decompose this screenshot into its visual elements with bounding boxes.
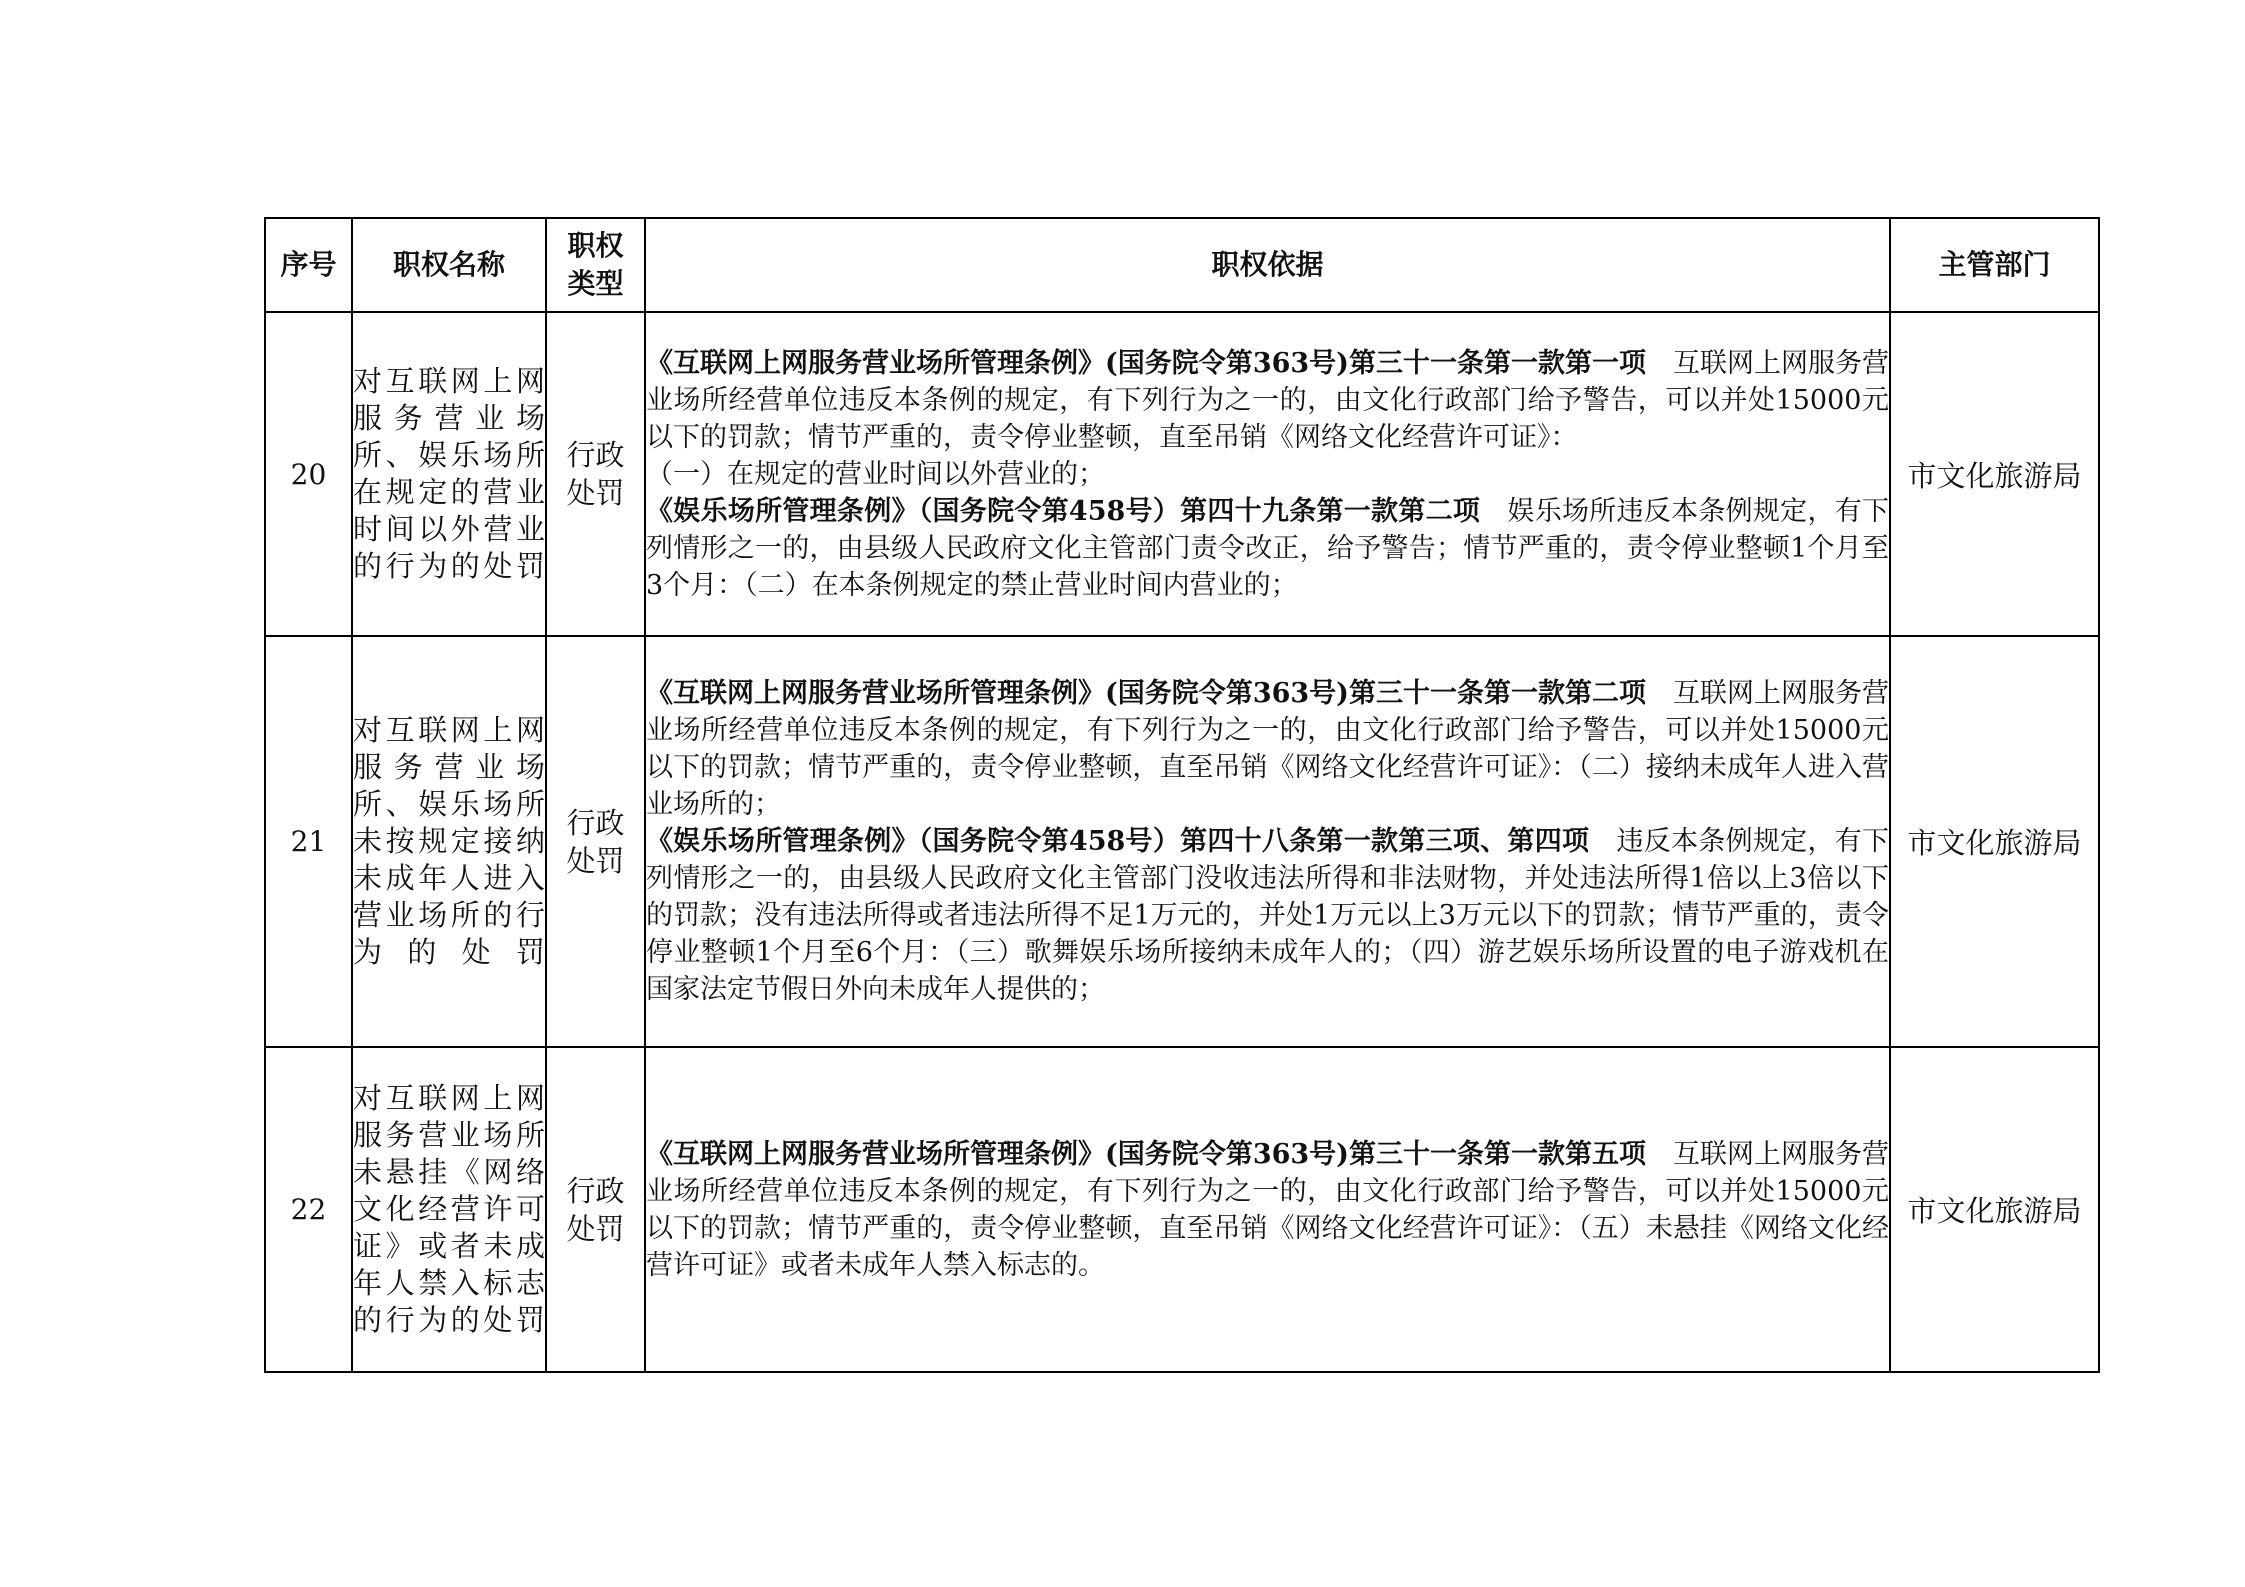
row-index: 20 <box>265 312 352 636</box>
header-type <box>546 218 645 312</box>
row-basis <box>645 1047 1890 1372</box>
row-name <box>352 312 546 636</box>
row-name-text: 对互联网上网服务营业场所、娱乐场所在规定的营业时间以外营业的行为的处罚 <box>353 364 545 583</box>
row-name <box>352 636 546 1047</box>
row-dept: 市文化旅游局 <box>1890 636 2099 1047</box>
table-header-row <box>265 218 2099 312</box>
row-type-text: 行政处罚 <box>566 438 625 510</box>
row-index: 21 <box>265 636 352 1047</box>
basis-body: 违反本条例规定，有下列情形之一的，由县级人民政府文化主管部门没收违法所得和非法财物，并处违法所得1倍以上3倍以下的罚款；没有违法所得或者违法所得不足1万元的，并处1万元以上3万元以下的罚款；情节严重的，责令停业整顿1个月至6个月：（三）歌舞娱乐场所接纳未成年人的；（四）游艺娱乐场所设置的电子游戏机在国家法定节假日外向未成年人提供的； <box>646 826 1890 1005</box>
row-type-text: 行政处罚 <box>566 1173 625 1246</box>
row-type <box>546 312 645 636</box>
basis-heading: 《互联网上网服务营业场所管理条例》(国务院令第363号)第三十一条第一款第五项 <box>646 1138 1646 1170</box>
basis-heading: 《互联网上网服务营业场所管理条例》(国务院令第363号)第三十一条第一款第一项 <box>646 347 1646 379</box>
authority-table <box>264 217 2100 1373</box>
basis-body: （一）在规定的营业时间以外营业的； <box>646 458 1105 490</box>
table-row <box>265 636 2099 1047</box>
row-index: 22 <box>265 1047 352 1372</box>
row-basis <box>645 312 1890 636</box>
header-index: 序号 <box>265 218 352 312</box>
basis-body: 娱乐场所违反本条例规定，有下列情形之一的，由县级人民政府文化主管部门责令改正，给予警告；情节严重的，责令停业整顿1个月至3个月：（二）在本条例规定的禁止营业时间内营业的； <box>646 495 1890 601</box>
table-row <box>265 312 2099 636</box>
row-name-text: 对互联网上网服务营业场所未悬挂《网络文化经营许可证》或者未成年人禁入标志的行为的处罚 <box>353 1081 545 1337</box>
row-dept: 市文化旅游局 <box>1890 312 2099 636</box>
basis-heading: 《互联网上网服务营业场所管理条例》(国务院令第363号)第三十一条第一款第二项 <box>646 678 1646 709</box>
row-type-text: 行政处罚 <box>566 805 625 878</box>
basis-body: 互联网上网服务营业场所经营单位违反本条例的规定，有下列行为之一的，由文化行政部门给予警告，可以并处15000元以下的罚款；情节严重的，责令停业整顿，直至吊销《网络文化经营许可证》：（二）接纳未成年人进入营业场所的； <box>646 678 1889 820</box>
row-type <box>546 636 645 1047</box>
row-name <box>352 1047 546 1372</box>
row-basis <box>645 636 1890 1047</box>
basis-paragraph <box>646 823 1889 1008</box>
basis-heading: 《娱乐场所管理条例》（国务院令第458号）第四十八条第一款第三项、第四项 <box>646 826 1590 857</box>
basis-paragraph <box>646 493 1889 604</box>
basis-body: 互联网上网服务营业场所经营单位违反本条例的规定，有下列行为之一的，由文化行政部门给予警告，可以并处15000元以下的罚款；情节严重的，责令停业整顿，直至吊销《网络文化经营许可证》： <box>646 347 1889 453</box>
basis-body: 互联网上网服务营业场所经营单位违反本条例的规定，有下列行为之一的，由文化行政部门给予警告，可以并处15000元以下的罚款；情节严重的，责令停业整顿，直至吊销《网络文化经营许可证》：（五）未悬挂《网络文化经营许可证》或者未成年人禁入标志的。 <box>646 1138 1889 1281</box>
header-name: 职权名称 <box>352 218 546 312</box>
basis-paragraph <box>646 1136 1889 1284</box>
row-type <box>546 1047 645 1372</box>
header-basis: 职权依据 <box>645 218 1890 312</box>
basis-paragraph <box>646 345 1889 456</box>
basis-paragraph <box>646 456 1889 493</box>
row-dept: 市文化旅游局 <box>1890 1047 2099 1372</box>
row-name-text: 对互联网上网服务营业场所、娱乐场所未按规定接纳未成年人进入营业场所的行为的处罚 <box>353 713 545 969</box>
header-type-text: 职权类型 <box>567 229 624 300</box>
table-row <box>265 1047 2099 1372</box>
basis-heading: 《娱乐场所管理条例》（国务院令第458号）第四十九条第一款第二项 <box>646 495 1481 527</box>
header-dept: 主管部门 <box>1890 218 2099 312</box>
basis-paragraph <box>646 675 1889 823</box>
